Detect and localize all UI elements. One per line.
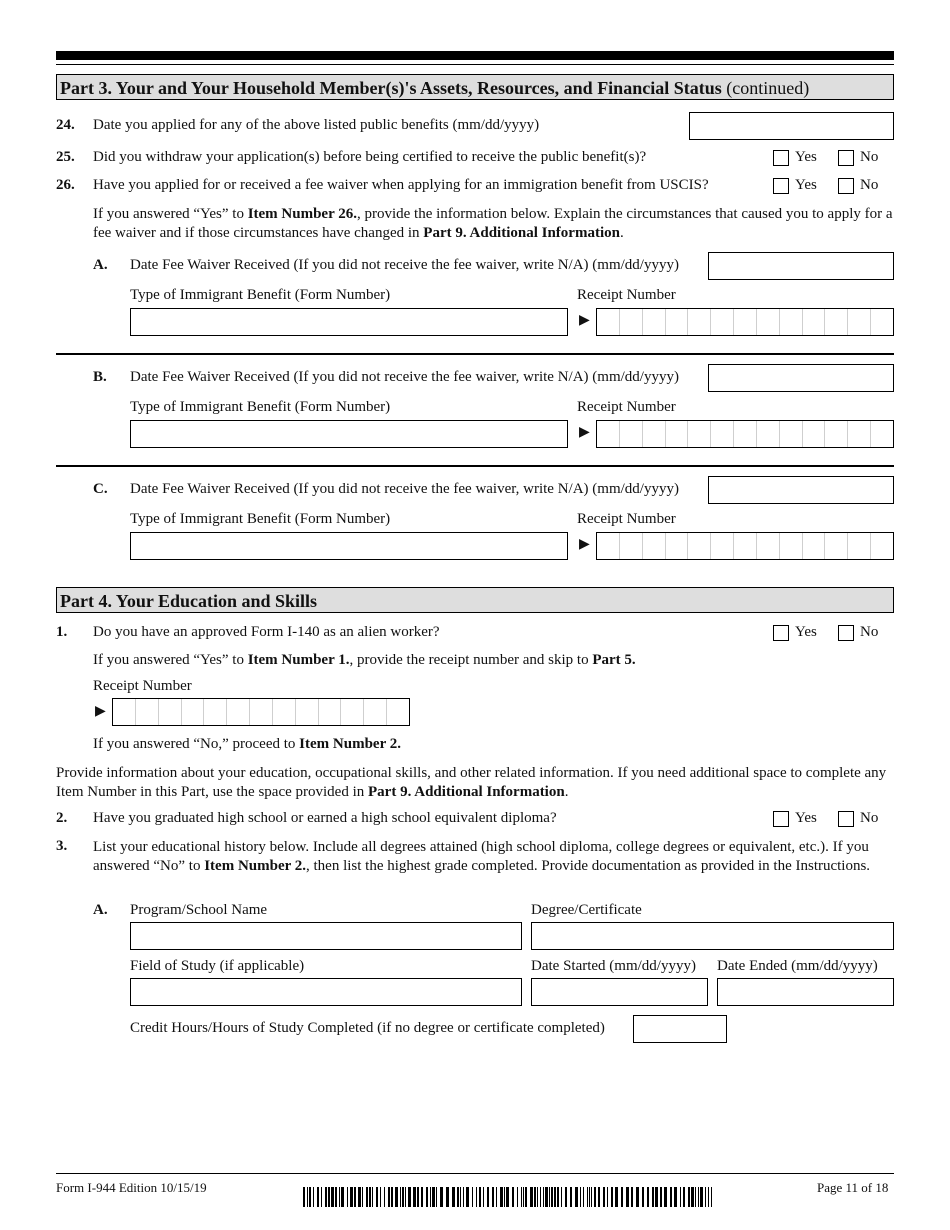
p4-q1-text: Do you have an approved Form I-140 as an alien worker? (93, 624, 440, 640)
fee-waiver-c-type-label: Type of Immigrant Benefit (Form Number) (130, 511, 391, 527)
edu-a-program-input[interactable] (130, 922, 522, 950)
top-rule-thick (56, 51, 894, 60)
p4-q2-no-checkbox[interactable] (838, 811, 854, 827)
fee-waiver-c-letter: C. (93, 481, 108, 497)
p4-q2-no-label: No (860, 810, 879, 826)
fee-waiver-b-date-input[interactable] (708, 364, 894, 392)
footer-form-id: Form I-944 Edition 10/15/19 (56, 1180, 207, 1195)
p4-q3-text: List your educational history below. Include all degrees attained (high school diploma, college degrees or equivalent, etc.). If you answered “No” to Item Number 2., then list the highest grade completed. Provide documentation as provided in the Instructions. (93, 839, 871, 874)
fee-waiver-a-type-input[interactable] (130, 308, 568, 336)
p4-q2-number: 2. (56, 810, 68, 826)
fee-waiver-c-date-label: Date Fee Waiver Received (If you did not receive the fee waiver, write N/A) (mm/dd/yyyy) (130, 481, 679, 497)
p4-provide-info: Provide information about your education, occupational skills, and other related information. If you need additional space to complete any Item Number in this Part, use the space provided in Part 9. Additional Information. (56, 765, 887, 800)
p4-receipt-arrow-icon: ▶ (95, 704, 106, 719)
p4-q3-number: 3. (56, 838, 68, 854)
part3-header: Part 3. Your and Your Household Member(s)'s Assets, Resources, and Financial Status (continued) (56, 74, 894, 100)
edu-a-program-label: Program/School Name (130, 902, 268, 918)
fee-waiver-c-arrow-icon: ▶ (579, 537, 590, 552)
q26-no-checkbox[interactable] (838, 178, 854, 194)
q24-date-input[interactable] (689, 112, 894, 140)
q25-yes-label: Yes (795, 149, 817, 165)
q25-no-label: No (860, 149, 879, 165)
q25-yes-checkbox[interactable] (773, 150, 789, 166)
fee-waiver-a-receipt-input[interactable] (596, 308, 894, 336)
p4-q1-instructions: If you answered “Yes” to Item Number 1., provide the receipt number and skip to Part 5. (93, 652, 636, 668)
edu-a-date-started-input[interactable] (531, 978, 708, 1006)
edu-a-credit-input[interactable] (633, 1015, 727, 1043)
fee-waiver-c-date-input[interactable] (708, 476, 894, 504)
p4-q2-yes-checkbox[interactable] (773, 811, 789, 827)
fee-waiver-b-arrow-icon: ▶ (579, 425, 590, 440)
fee-waiver-c-receipt-label: Receipt Number (577, 511, 676, 527)
footer-page-number: Page 11 of 18 (817, 1180, 889, 1195)
p4-receipt-label: Receipt Number (93, 678, 192, 694)
q26-number: 26. (56, 177, 75, 193)
edu-a-degree-input[interactable] (531, 922, 894, 950)
top-rule-thin (56, 64, 894, 65)
footer-rule (56, 1173, 894, 1174)
p4-q1-no-label: No (860, 624, 879, 640)
fee-waiver-b-receipt-input[interactable] (596, 420, 894, 448)
q24-number: 24. (56, 117, 75, 133)
edu-a-date-started-label: Date Started (mm/dd/yyyy) (531, 958, 696, 974)
fee-waiver-c-receipt-input[interactable] (596, 532, 894, 560)
edu-a-credit-label: Credit Hours/Hours of Study Completed (if no degree or certificate completed) (130, 1020, 605, 1036)
fee-waiver-b-type-label: Type of Immigrant Benefit (Form Number) (130, 399, 391, 415)
p4-q1-yes-label: Yes (795, 624, 817, 640)
p4-q1-no-instruction: If you answered “No,” proceed to Item Number 2. (93, 736, 401, 752)
p4-q1-yes-checkbox[interactable] (773, 625, 789, 641)
fee-waiver-b-letter: B. (93, 369, 107, 385)
q26-instructions: If you answered “Yes” to Item Number 26., provide the information below. Explain the circumstances that caused you to apply for a fee waiver and if those circumstances have changed in Part 9. Additional Information. (93, 206, 893, 241)
p4-q1-no-checkbox[interactable] (838, 625, 854, 641)
fee-waiver-a-date-label: Date Fee Waiver Received (If you did not receive the fee waiver, write N/A) (mm/dd/yyyy) (130, 257, 679, 273)
q26-text: Have you applied for or received a fee waiver when applying for an immigration benefit from USCIS? (93, 177, 709, 193)
q25-no-checkbox[interactable] (838, 150, 854, 166)
q25-number: 25. (56, 149, 75, 165)
edu-a-degree-label: Degree/Certificate (531, 902, 642, 918)
q26-no-label: No (860, 177, 879, 193)
fee-waiver-a-letter: A. (93, 257, 108, 273)
q24-text: Date you applied for any of the above listed public benefits (mm/dd/yyyy) (93, 117, 540, 133)
fee-waiver-b-receipt-label: Receipt Number (577, 399, 676, 415)
part4-header: Part 4. Your Education and Skills (56, 587, 894, 613)
q26-yes-checkbox[interactable] (773, 178, 789, 194)
fee-waiver-b-type-input[interactable] (130, 420, 568, 448)
edu-a-field-input[interactable] (130, 978, 522, 1006)
p4-q2-text: Have you graduated high school or earned a high school equivalent diploma? (93, 810, 557, 826)
edu-a-date-ended-label: Date Ended (mm/dd/yyyy) (717, 958, 878, 974)
fee-waiver-a-arrow-icon: ▶ (579, 313, 590, 328)
edu-a-field-label: Field of Study (if applicable) (130, 958, 305, 974)
divider-a-b (56, 353, 894, 355)
fee-waiver-a-date-input[interactable] (708, 252, 894, 280)
p4-receipt-input[interactable] (112, 698, 410, 726)
q25-text: Did you withdraw your application(s) before being certified to receive the public benefit(s)? (93, 149, 647, 165)
barcode-image (303, 1187, 713, 1207)
fee-waiver-c-type-input[interactable] (130, 532, 568, 560)
p4-q1-number: 1. (56, 624, 68, 640)
p4-q2-yes-label: Yes (795, 810, 817, 826)
edu-a-letter: A. (93, 902, 108, 918)
fee-waiver-a-receipt-label: Receipt Number (577, 287, 676, 303)
divider-b-c (56, 465, 894, 467)
edu-a-date-ended-input[interactable] (717, 978, 894, 1006)
q26-yes-label: Yes (795, 177, 817, 193)
fee-waiver-a-type-label: Type of Immigrant Benefit (Form Number) (130, 287, 391, 303)
fee-waiver-b-date-label: Date Fee Waiver Received (If you did not receive the fee waiver, write N/A) (mm/dd/yyyy) (130, 369, 679, 385)
